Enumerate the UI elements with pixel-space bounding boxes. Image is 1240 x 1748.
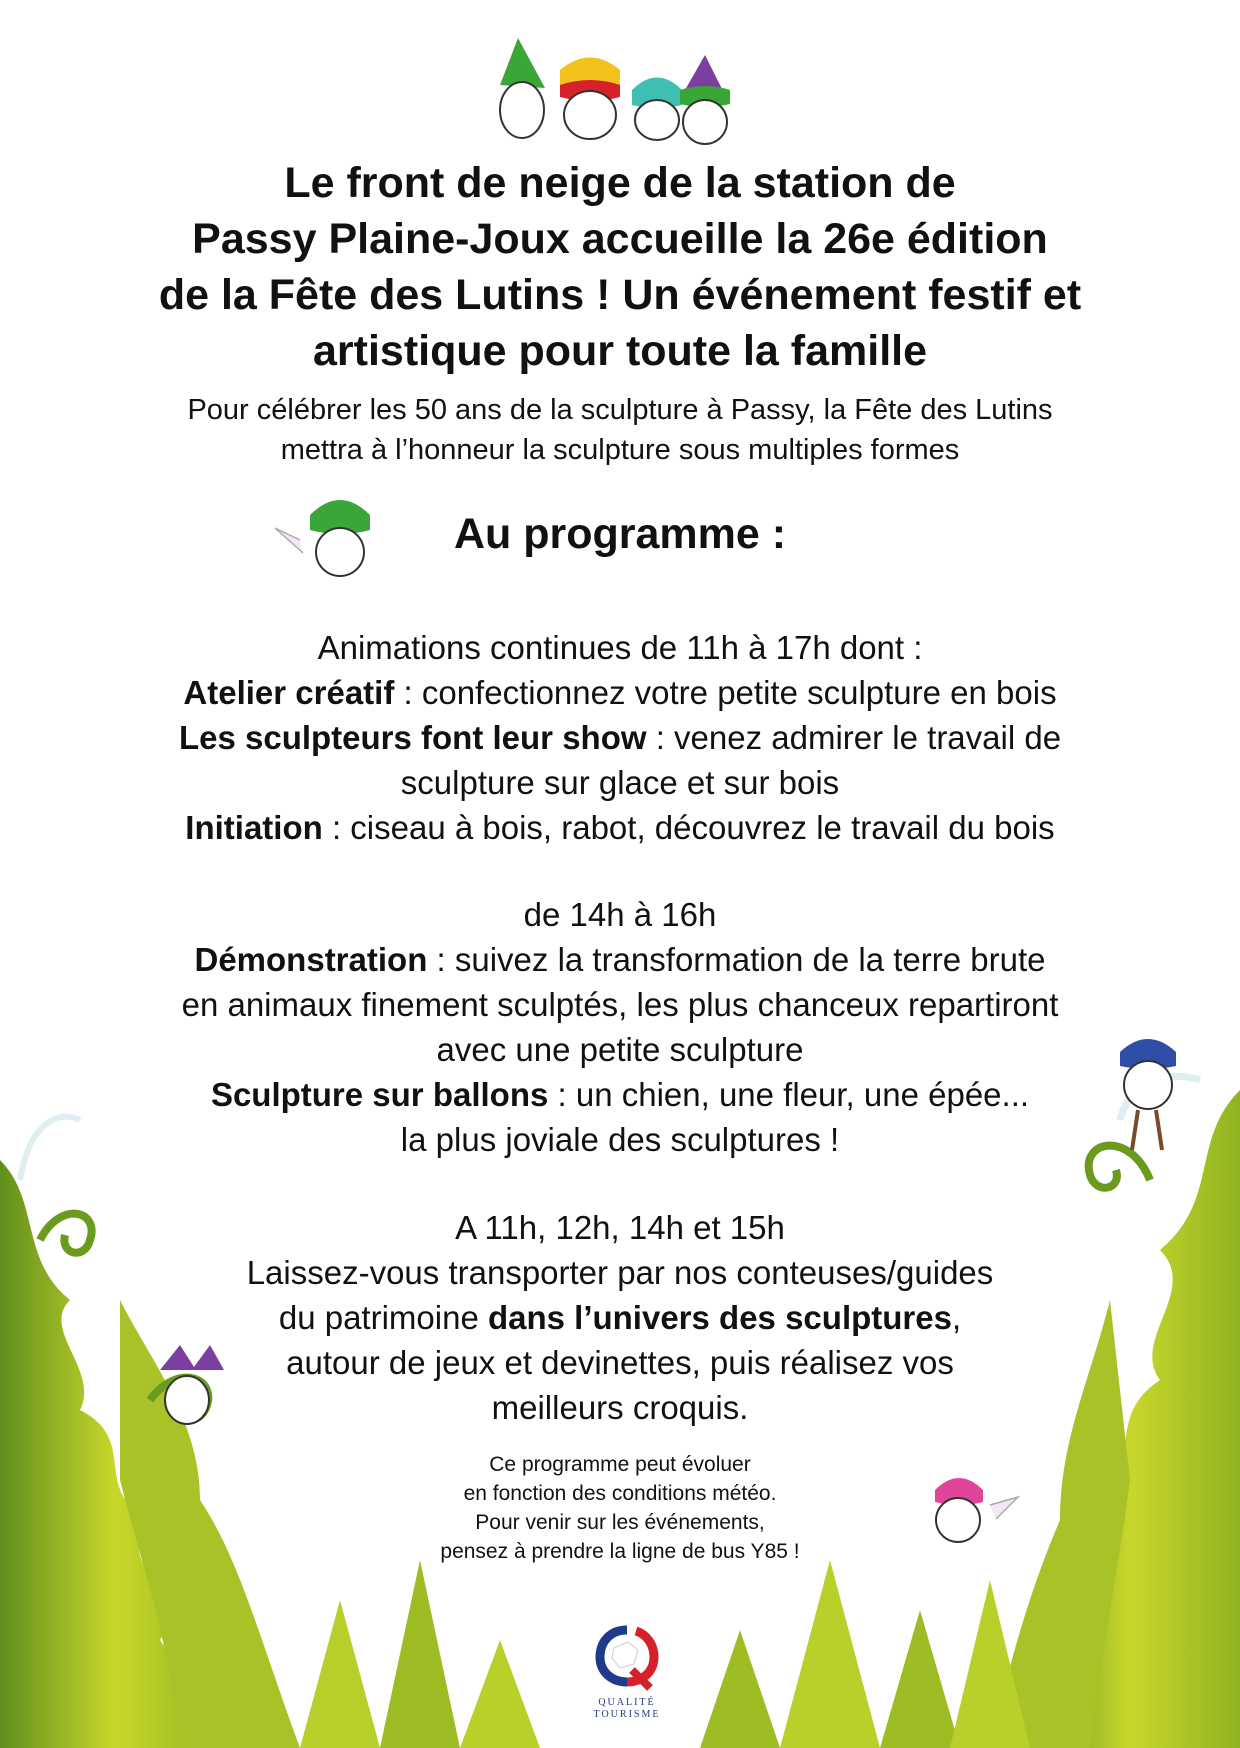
title-line: de la Fête des Lutins ! Un événement festif et: [158, 271, 1082, 319]
story-text: du patrimoine: [278, 1299, 488, 1336]
story-line: Laissez-vous transporter par nos conteuses/guides: [246, 1254, 994, 1291]
program-item: [60, 715, 1180, 760]
story-text: ,: [951, 1299, 962, 1336]
programme-title: Au programme :: [453, 510, 787, 558]
section-heading: A 11h, 12h, 14h et 15h: [455, 1209, 785, 1246]
program-item: [60, 937, 1180, 982]
story-line: meilleurs croquis.: [491, 1389, 749, 1426]
item-label: Initiation: [185, 809, 323, 846]
logo-text-1: QUALITÉ: [598, 1697, 656, 1708]
program-item: [60, 805, 1180, 850]
section-storytelling: [60, 1205, 1180, 1430]
section-heading: Animations continues de 11h à 17h dont :: [317, 629, 923, 666]
note-line: pensez à prendre la ligne de bus Y85 !: [440, 1540, 800, 1563]
item-text: : ciseau à bois, rabot, découvrez le travail du bois: [322, 809, 1055, 846]
lutin-pink-hat-illustration: [935, 1478, 1018, 1542]
section-continuous-animations: [60, 625, 1180, 850]
item-text: : venez admirer le travail de: [646, 719, 1062, 756]
logo-text-2: TOURISME: [593, 1709, 661, 1720]
footer-note: [360, 1450, 880, 1566]
note-line: Ce programme peut évoluer: [489, 1453, 751, 1476]
item-text: sculpture sur glace et sur bois: [400, 764, 840, 801]
note-line: en fonction des conditions météo.: [463, 1482, 777, 1505]
program-item: [60, 670, 1180, 715]
intro-line: Pour célébrer les 50 ans de la sculpture à Passy, la Fête des Lutins: [187, 394, 1053, 426]
story-line: [60, 1295, 1180, 1340]
story-line: autour de jeux et devinettes, puis réalisez vos: [286, 1344, 954, 1381]
intro-line: mettra à l’honneur la sculpture sous multiples formes: [280, 434, 960, 466]
section-afternoon: [60, 892, 1180, 1162]
item-label: Sculpture sur ballons: [210, 1076, 549, 1113]
lutins-group-illustration: [500, 38, 730, 144]
item-text: : un chien, une fleur, une épée...: [548, 1076, 1030, 1113]
section-heading: de 14h à 16h: [523, 896, 717, 933]
program-item: [60, 1072, 1180, 1117]
item-text: la plus joviale des sculptures !: [400, 1121, 840, 1158]
item-label: Atelier créatif: [183, 674, 395, 711]
title-line: artistique pour toute la famille: [312, 327, 928, 375]
title-line: Passy Plaine-Joux accueille la 26e édition: [192, 215, 1048, 263]
item-text: avec une petite sculpture: [436, 1031, 804, 1068]
note-line: Pour venir sur les événements,: [475, 1511, 765, 1534]
item-text: : confectionnez votre petite sculpture en bois: [394, 674, 1057, 711]
item-text: en animaux finement sculptés, les plus chanceux repartiront: [181, 986, 1059, 1023]
intro-text: [60, 390, 1180, 470]
item-text: : suivez la transformation de la terre brute: [427, 941, 1046, 978]
story-highlight: dans l’univers des sculptures: [487, 1299, 952, 1336]
item-label: Démonstration: [194, 941, 428, 978]
qualite-tourisme-logo: [572, 1622, 682, 1721]
qualite-tourisme-emblem-icon: [592, 1622, 662, 1692]
title-line: Le front de neige de la station de: [284, 159, 956, 207]
page-title: [60, 155, 1180, 379]
item-label: Les sculpteurs font leur show: [178, 719, 647, 756]
